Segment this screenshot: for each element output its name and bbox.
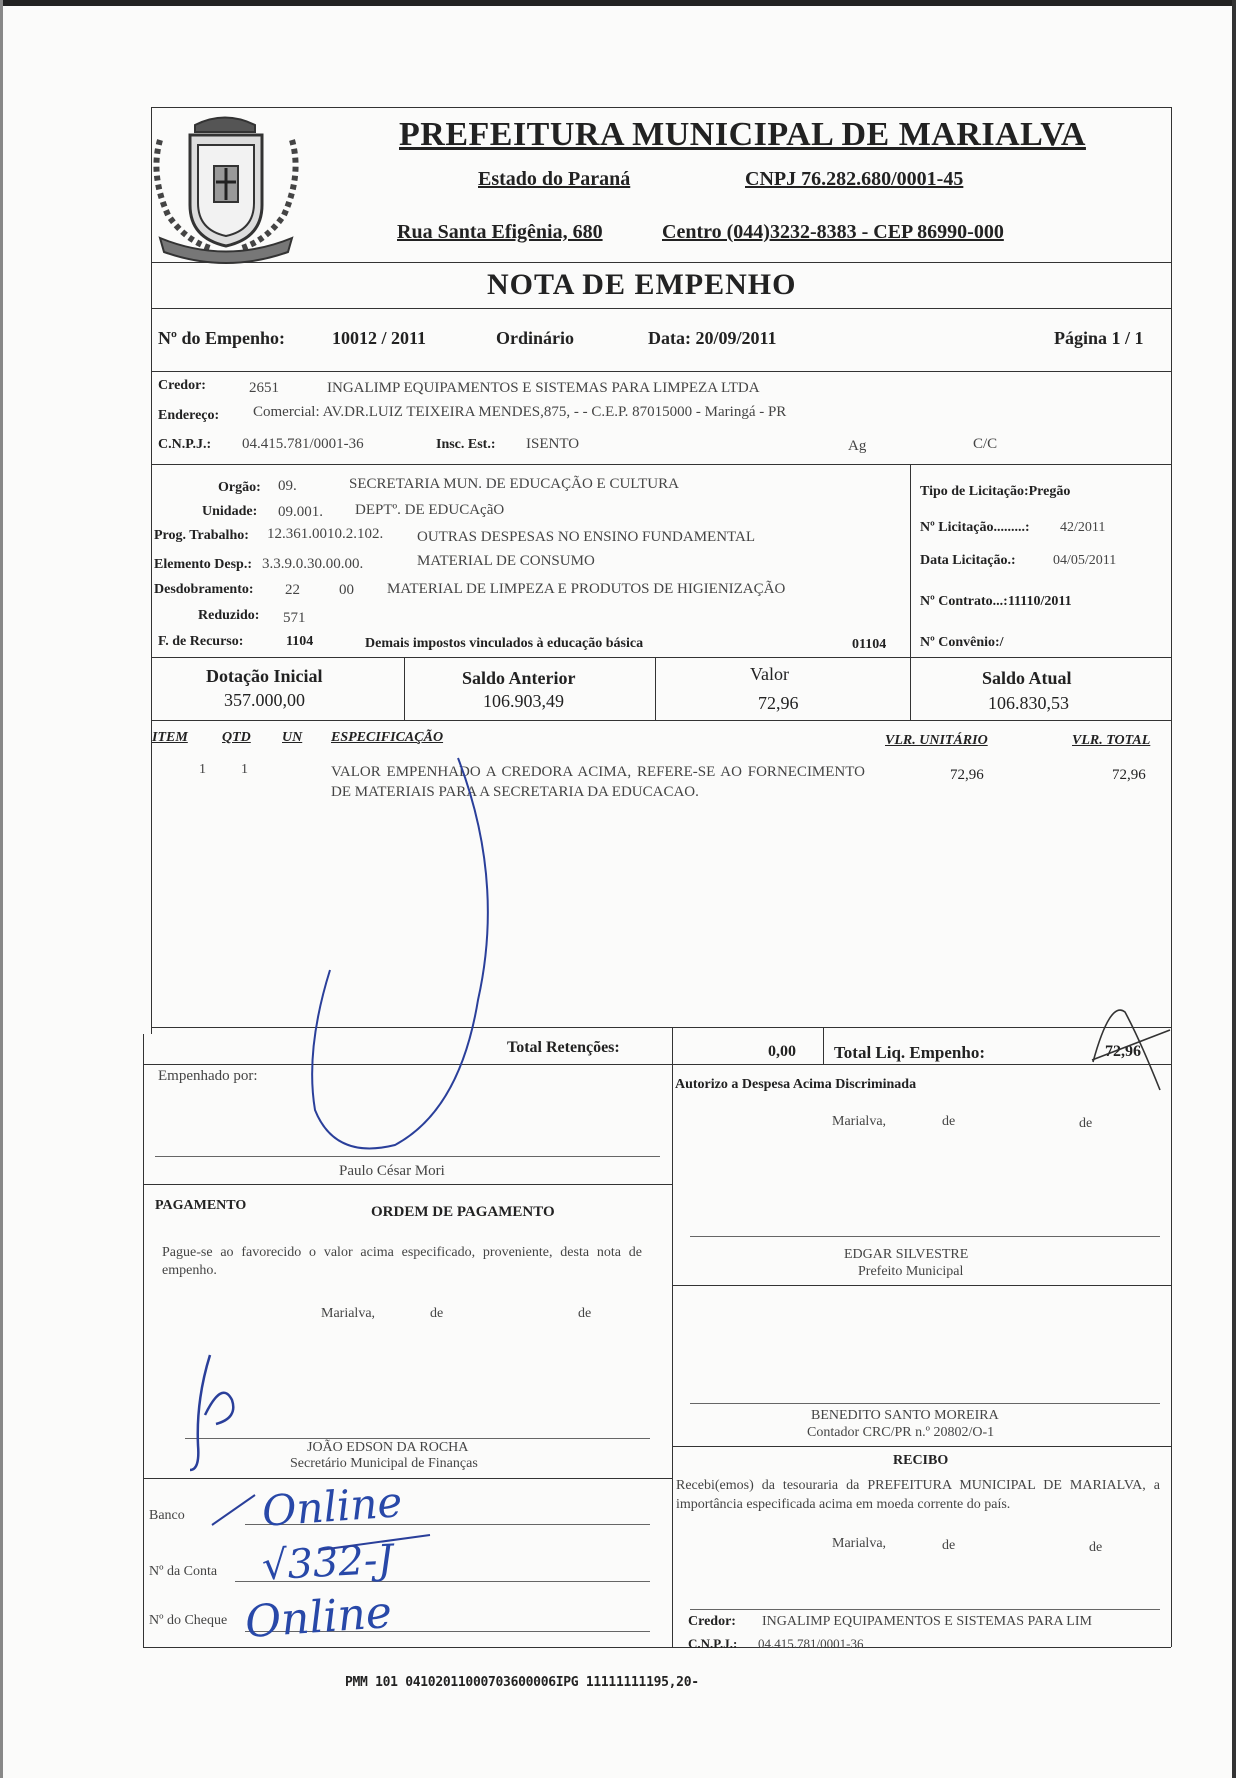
contador-name: BENEDITO SANTO MOREIRA (811, 1408, 999, 1423)
street-address: Rua Santa Efigênia, 680 (397, 221, 603, 243)
empenhado-por-name: Paulo César Mori (339, 1163, 445, 1179)
saldo-anterior-label: Saldo Anterior (462, 668, 576, 688)
frame-left-lower-line (143, 1034, 144, 1647)
ordem-pagamento-label: ORDEM DE PAGAMENTO (371, 1204, 555, 1220)
unidade-label: Unidade: (202, 504, 258, 519)
row-especificacao: VALOR EMPENHADO A CREDORA ACIMA, REFERE-SE AO FORNECIMENTO DE MATERIAIS PARA A SECRETARIA DA EDUCACAO. (331, 764, 865, 800)
saldo-anterior-value: 106.903,49 (483, 691, 564, 711)
pagamento-top-line (143, 1184, 672, 1185)
dotacao-inicial-label: Dotação Inicial (206, 666, 323, 686)
recibo-text: Recebi(emos) da tesouraria da PREFEITURA MUNICIPAL DE MARIALVA, a importância especificada acima em moeda corrente do país. (676, 1478, 1160, 1512)
pagamento-de-1: de (430, 1306, 444, 1321)
cheque-label: Nº do Cheque (149, 1613, 228, 1628)
reduzido-value: 571 (283, 610, 306, 626)
dotacao-divider (151, 657, 1171, 658)
row-vlr-total: 72,96 (1112, 767, 1146, 783)
orgao-name: SECRETARIA MUN. DE EDUCAÇÃO E CULTURA (349, 476, 679, 492)
total-retencoes-value: 0,00 (768, 1043, 796, 1060)
col-header-especificacao: ESPECIFICAÇÃO (331, 730, 444, 745)
tipo-licitacao: Tipo de Licitação:Pregão (920, 484, 1071, 499)
recibo-credor-label: Credor: (688, 1614, 736, 1629)
col-header-vlr-unitario: VLR. UNITÁRIO (885, 733, 988, 748)
desdobramento-b: 00 (339, 582, 354, 598)
secretario-sign-line (185, 1438, 650, 1439)
recibo-label: RECIBO (893, 1453, 949, 1468)
credor-code: 2651 (249, 380, 279, 396)
saldos-col-1 (404, 657, 405, 720)
col-header-vlr-total: VLR. TOTAL (1072, 733, 1151, 748)
total-liquido-value: 72,96 (1105, 1043, 1141, 1060)
empenho-type: Ordinário (496, 328, 575, 348)
prog-trabalho-name: OUTRAS DESPESAS NO ENSINO FUNDAMENTAL (417, 529, 755, 545)
page-number: Página 1 / 1 (1054, 328, 1144, 348)
credor-divider (151, 464, 1171, 465)
contador-sign-line (690, 1403, 1160, 1404)
saldos-col-2 (655, 657, 656, 720)
banco-underline-stroke (212, 1495, 255, 1525)
prefeito-name: EDGAR SILVESTRE (844, 1247, 969, 1262)
recibo-de-1: de (942, 1538, 956, 1553)
fonte-recurso-number: 01104 (852, 637, 887, 652)
saldos-divider (151, 720, 1171, 721)
empenhado-sign-line (155, 1156, 660, 1157)
totals-top-line (151, 1027, 1171, 1028)
prog-trabalho-label: Prog. Trabalho: (154, 528, 249, 543)
totals-bottom-line (143, 1064, 1171, 1065)
secretario-name: JOÃO EDSON DA ROCHA (307, 1440, 469, 1455)
valor-label: Valor (750, 664, 789, 684)
col-header-un: UN (282, 730, 303, 745)
pagamento-text: Pague-se ao favorecido o valor acima especificado, proveniente, desta nota de empenho. (162, 1245, 642, 1278)
prefeito-sign-line (690, 1236, 1160, 1237)
total-liquido-label: Total Liq. Empenho: (834, 1043, 985, 1062)
insc-est-value: ISENTO (526, 436, 580, 452)
unidade-code: 09.001. (278, 504, 323, 520)
row-item: 1 (199, 762, 206, 777)
unidade-name: DEPTº. DE EDUCAçãO (355, 502, 505, 518)
address-label: Endereço: (158, 408, 220, 423)
empenho-number: 10012 / 2011 (332, 328, 427, 348)
elemento-name: MATERIAL DE CONSUMO (417, 553, 595, 569)
empenho-divider (151, 371, 1171, 372)
cheque-handwritten: Online (243, 1586, 394, 1649)
recibo-top-line (672, 1446, 1171, 1447)
orgao-label: Orgão: (218, 480, 261, 495)
autorizo-de-2: de (1079, 1116, 1093, 1131)
banco-label: Banco (149, 1508, 185, 1523)
frame-bottom-line (143, 1647, 1171, 1648)
orgao-code: 09. (278, 478, 297, 494)
recibo-cnpj: 04.415.781/0001-36 (758, 1636, 864, 1651)
empenhado-por-label: Empenhado por: (158, 1068, 258, 1084)
pagamento-place: Marialva, (321, 1306, 376, 1321)
recibo-de-2: de (1089, 1540, 1103, 1555)
conta-handwritten: √332-J (260, 1536, 395, 1590)
document-title: NOTA DE EMPENHO (487, 268, 797, 301)
prefeito-role: Prefeito Municipal (858, 1264, 964, 1279)
totals-col-divider (823, 1027, 824, 1064)
credor-name: INGALIMP EQUIPAMENTOS E SISTEMAS PARA LIMPEZA LTDA (327, 380, 760, 396)
recibo-cnpj-label: C.N.P.J.: (688, 1636, 738, 1651)
fonte-recurso-name: Demais impostos vinculados à educação básica (365, 636, 644, 651)
credor-cnpj: 04.415.781/0001-36 (242, 436, 364, 452)
valor-value: 72,96 (758, 693, 799, 713)
autorizo-label: Autorizo a Despesa Acima Discriminada (675, 1077, 917, 1092)
banco-top-line (143, 1478, 672, 1479)
fonte-recurso-code: 1104 (286, 634, 314, 649)
title-divider (151, 308, 1171, 309)
frame-top-line (151, 107, 1171, 108)
scan-border-top (0, 0, 1236, 6)
elemento-code: 3.3.9.0.30.00.00. (262, 556, 364, 572)
licitacao-divider (910, 464, 911, 657)
big-loop-signature (312, 758, 488, 1148)
insc-est-label: Insc. Est.: (436, 437, 496, 452)
credor-cnpj-label: C.N.P.J.: (158, 437, 212, 452)
recibo-place: Marialva, (832, 1536, 887, 1551)
credor-label: Credor: (158, 378, 206, 393)
account-label: C/C (973, 436, 998, 452)
empenho-number-label: Nº do Empenho: (158, 328, 285, 348)
recibo-credor-name: INGALIMP EQUIPAMENTOS E SISTEMAS PARA LIM (762, 1614, 1092, 1629)
frame-left-line (151, 107, 152, 1034)
reduzido-label: Reduzido: (198, 608, 260, 623)
contador-top-line (672, 1285, 1171, 1286)
autorizo-de-1: de (942, 1114, 956, 1129)
desdobramento-label: Desdobramento: (154, 582, 254, 597)
district-phone-cep: Centro (044)3232-8383 - CEP 86990-000 (662, 221, 1004, 243)
col-header-qtd: QTD (222, 730, 251, 745)
contador-role: Contador CRC/PR n.º 20802/O-1 (807, 1425, 995, 1440)
fonte-recurso-label: F. de Recurso: (158, 634, 244, 649)
numero-convenio: Nº Convênio:/ (920, 635, 1004, 650)
data-licitacao-label: Data Licitação.: (920, 553, 1016, 568)
numero-contrato: Nº Contrato...:11110/2011 (920, 594, 1072, 609)
frame-right-line (1171, 107, 1172, 1647)
agency-label: Ag (848, 438, 867, 454)
total-retencoes-label: Total Retenções: (507, 1039, 620, 1056)
municipality-title: PREFEITURA MUNICIPAL DE MARIALVA (399, 116, 1086, 153)
desdobramento-name: MATERIAL DE LIMPEZA E PRODUTOS DE HIGIENIZAÇÃO (387, 581, 786, 597)
municipality-cnpj: CNPJ 76.282.680/0001-45 (745, 168, 964, 190)
autorizo-place: Marialva, (832, 1114, 887, 1129)
numero-licitacao-label: Nº Licitação.........: (920, 520, 1030, 535)
credor-address: Comercial: AV.DR.LUIZ TEIXEIRA MENDES,875, - - C.E.P. 87015000 - Maringá - PR (253, 404, 787, 420)
pagamento-label: PAGAMENTO (155, 1198, 247, 1213)
saldos-col-3 (910, 657, 911, 720)
row-vlr-unitario: 72,96 (950, 767, 984, 783)
header-divider (151, 262, 1171, 263)
col-header-item: ITEM (152, 730, 188, 745)
footer-code: PMM 101 04102011000703600006IPG 11111111195,20- (345, 1675, 699, 1690)
elemento-label: Elemento Desp.: (154, 557, 252, 572)
numero-licitacao: 42/2011 (1060, 520, 1106, 535)
state-name: Estado do Paraná (478, 168, 631, 190)
secretario-role: Secretário Municipal de Finanças (290, 1456, 478, 1471)
empenho-date: Data: 20/09/2011 (648, 328, 777, 348)
desdobramento-a: 22 (285, 582, 300, 598)
credor-sign-line (690, 1609, 1160, 1610)
row-qtd: 1 (241, 762, 248, 777)
secretario-signature (190, 1355, 233, 1470)
conta-label: Nº da Conta (149, 1564, 218, 1579)
data-licitacao: 04/05/2011 (1053, 553, 1117, 568)
prog-trabalho-code: 12.361.0010.2.102. (267, 526, 384, 542)
lower-center-divider (672, 1027, 673, 1647)
saldo-atual-value: 106.830,53 (988, 693, 1069, 713)
saldo-atual-label: Saldo Atual (982, 668, 1072, 688)
dotacao-inicial-value: 357.000,00 (224, 690, 305, 710)
scan-border-right (1232, 0, 1236, 1778)
scan-border-left (0, 0, 3, 1778)
banco-handwritten: Online (260, 1477, 404, 1536)
pagamento-de-2: de (578, 1306, 592, 1321)
